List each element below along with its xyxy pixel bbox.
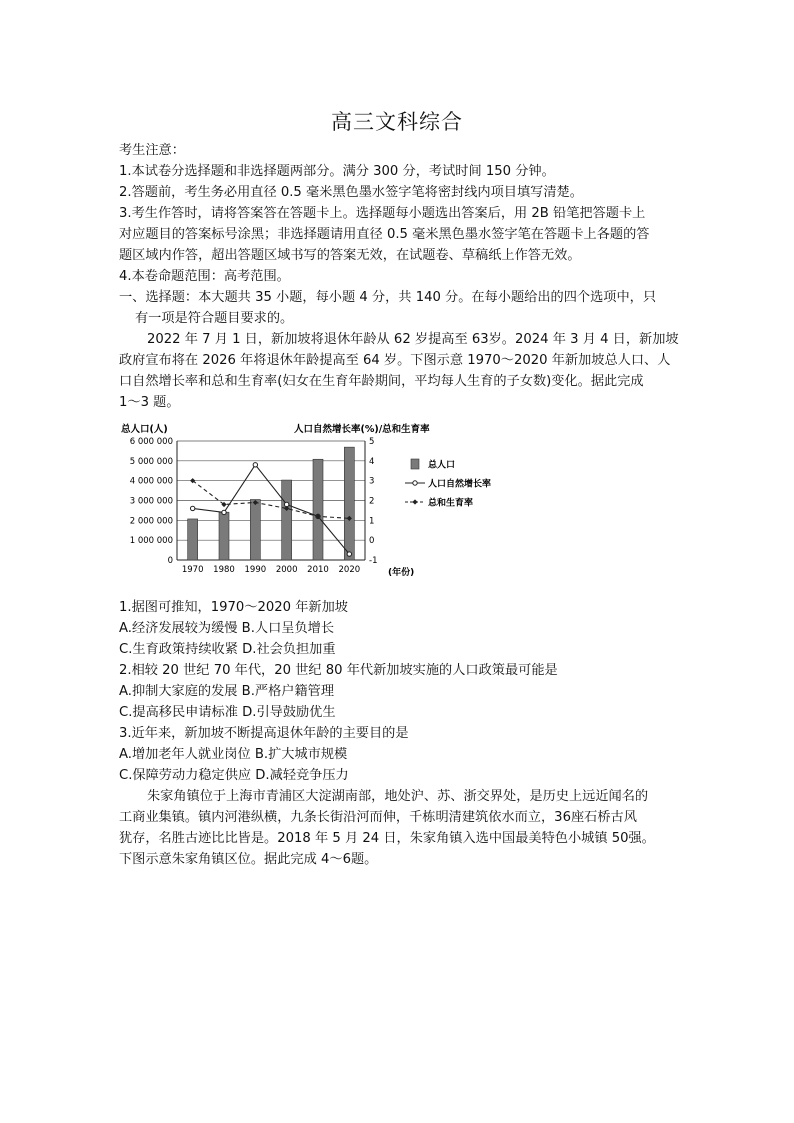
- passage-line: 工商业集镇。镇内河港纵横，九条长街沿河而伸，千栋明清建筑依水而立，36座石桥古风: [119, 810, 637, 825]
- x-tick-label: 2000: [275, 565, 298, 575]
- y-right-tick-label: 4: [369, 456, 375, 467]
- option-line: C.提高移民申请标准 D.引导鼓励优生: [119, 705, 336, 720]
- x-tick-label: 1970: [181, 565, 204, 575]
- passage-line: 1～3 题。: [119, 395, 180, 410]
- question-line: 3.近年来，新加坡不断提高退休年龄的主要目的是: [119, 726, 409, 741]
- option-line: A.经济发展较为缓慢 B.人口呈负增长: [119, 621, 335, 636]
- point-natural-growth-rate: [347, 552, 351, 556]
- option-line: C.保障劳动力稳定供应 D.减轻竞争压力: [119, 768, 349, 783]
- bar-total-population: [188, 519, 198, 560]
- notice-item: 2.答题前，考生务必用直径 0.5 毫米黑色墨水签字笔将密封线内项目填写清楚。: [119, 185, 583, 200]
- option-line: A.抑制大家庭的发展 B.严格户籍管理: [119, 684, 335, 699]
- bar-total-population: [313, 459, 323, 560]
- point-natural-growth-rate: [253, 463, 257, 467]
- passage-line: 朱家角镇位于上海市青浦区大淀湖南部，地处沪、苏、浙交界处，是历史上远近闻名的: [147, 789, 649, 804]
- option-line: A.增加老年人就业岗位 B.扩大城市规模: [119, 747, 348, 762]
- legend-label: 总和生育率: [428, 498, 474, 509]
- legend-marker: [413, 481, 417, 485]
- x-axis-label: (年份): [388, 568, 415, 578]
- passage-line: 口自然增长率和总和生育率(妇女在生育年龄期间，平均每人生育的子女数)变化。据此完成: [119, 374, 644, 389]
- bar-total-population: [344, 447, 354, 560]
- page-title: 高三文科综合: [331, 110, 463, 134]
- section-heading: 一、选择题：本大题共 35 小题，每小题 4 分，共 140 分。在每小题给出的四个选项中，只: [119, 290, 657, 305]
- point-natural-growth-rate: [190, 506, 194, 510]
- y-left-tick-label: 5 000 000: [129, 456, 173, 467]
- passage-line: 政府宣布将在 2026 年将退休年龄提高至 64 岁。下图示意 1970～2020 年新加坡总人口、人: [119, 353, 671, 368]
- x-tick-label: 2020: [338, 565, 361, 575]
- y-left-tick-label: 3 000 000: [129, 496, 173, 507]
- y-left-tick-label: 4 000 000: [129, 476, 173, 487]
- bar-total-population: [219, 512, 229, 560]
- bar-total-population: [282, 480, 292, 560]
- right-axis-label: 人口自然增长率(%)/总和生育率: [294, 424, 430, 435]
- section-heading-cont: 有一项是符合题目要求的。: [135, 311, 294, 326]
- passage-line: 2022 年 7 月 1 日，新加坡将退休年龄从 62 岁提高至 63岁。2024 年 3 月 4 日，新加坡: [147, 332, 679, 347]
- y-left-tick-label: 2 000 000: [129, 516, 173, 527]
- y-left-tick-label: 0: [167, 556, 173, 566]
- x-tick-label: 1990: [244, 565, 267, 575]
- notice-item: 对应题目的答案标号涂黑；非选择题请用直径 0.5 毫米黑色墨水签字笔在答题卡上各题的答: [119, 227, 650, 242]
- legend-swatch-bar: [411, 459, 419, 469]
- population-chart: [119, 417, 509, 587]
- x-tick-label: 2010: [307, 565, 329, 575]
- notice-item: 3.考生作答时，请将答案答在答题卡上。选择题每小题选出答案后，用 2B 铅笔把答题卡上: [119, 206, 646, 221]
- question-line: 2.相较 20 世纪 70 年代，20 世纪 80 年代新加坡实施的人口政策最可能是: [119, 663, 558, 678]
- y-right-tick-label: 1: [369, 516, 375, 527]
- y-right-tick-label: 5: [369, 437, 375, 447]
- y-right-tick-label: 2: [369, 496, 375, 507]
- point-natural-growth-rate: [222, 510, 226, 514]
- passage-line: 下图示意朱家角镇区位。据此完成 4～6题。: [119, 852, 378, 867]
- y-right-tick-label: 3: [369, 476, 375, 487]
- notice-heading: 考生注意：: [119, 143, 185, 158]
- left-axis-label: 总人口(人): [121, 424, 168, 435]
- notice-item: 1.本试卷分选择题和非选择题两部分。满分 300 分，考试时间 150 分钟。: [119, 164, 555, 179]
- question-line: 1.据图可推知，1970～2020 年新加坡: [119, 600, 348, 615]
- y-right-tick-label: -1: [369, 556, 378, 566]
- notice-item: 4.本卷命题范围：高考范围。: [119, 269, 290, 284]
- y-left-tick-label: 1 000 000: [129, 536, 173, 547]
- notice-item: 题区域内作答，超出答题区域书写的答案无效，在试题卷、草稿纸上作答无效。: [119, 248, 581, 263]
- y-left-tick-label: 6 000 000: [129, 437, 173, 447]
- passage-line: 犹存，名胜古迹比比皆是。2018 年 5 月 24 日，朱家角镇入选中国最美特色小城镇 50强。: [119, 831, 655, 846]
- legend-label: 总人口: [428, 460, 456, 471]
- legend-label: 人口自然增长率: [428, 479, 492, 490]
- y-right-tick-label: 0: [369, 536, 375, 547]
- x-tick-label: 1980: [213, 565, 235, 575]
- bar-total-population: [250, 500, 260, 560]
- option-line: C.生育政策持续收紧 D.社会负担加重: [119, 642, 336, 657]
